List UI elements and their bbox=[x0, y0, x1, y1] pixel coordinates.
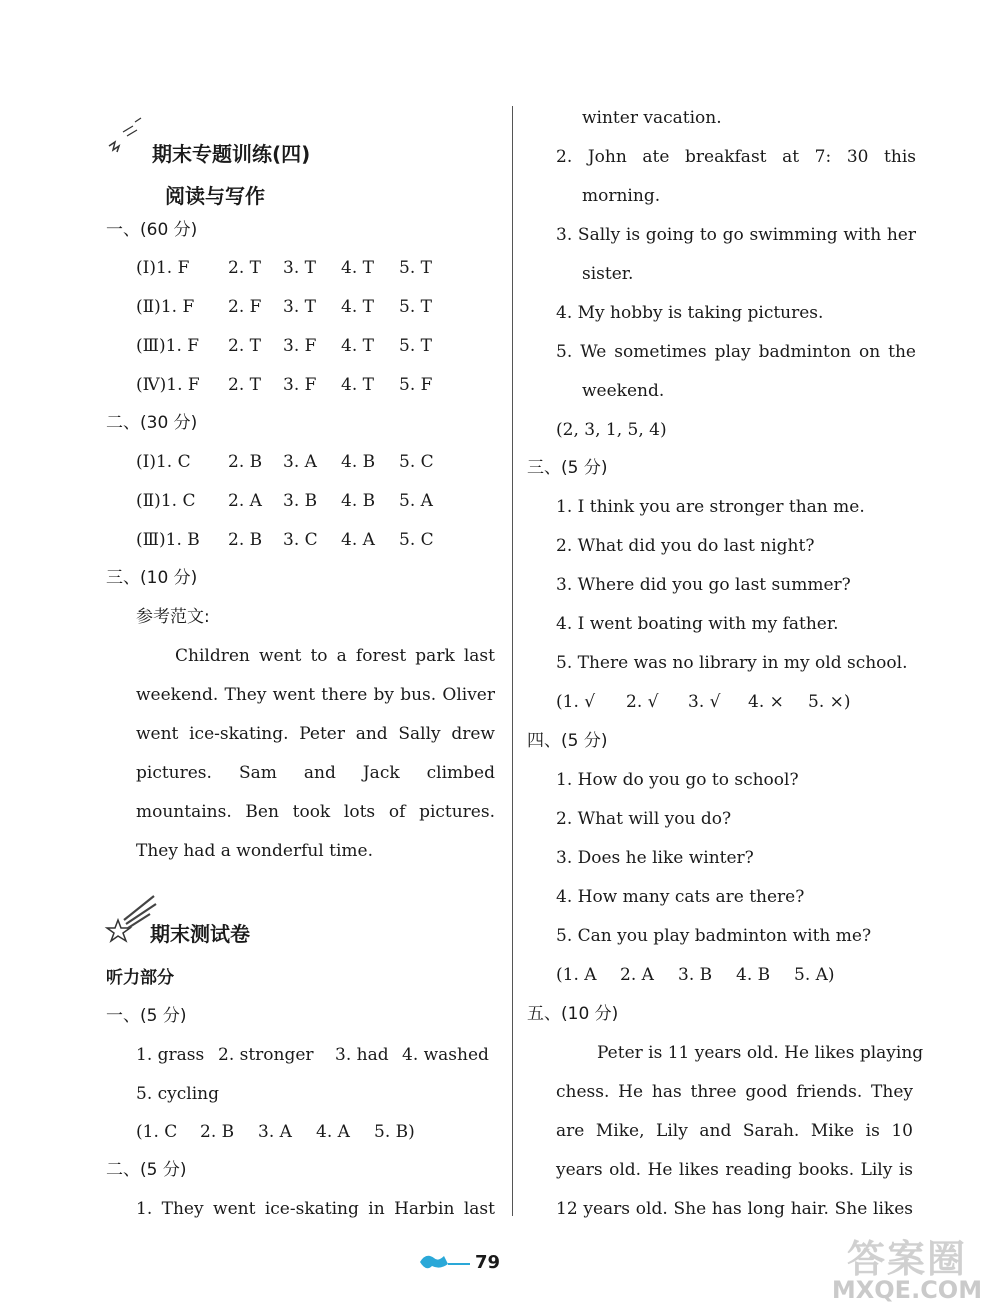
essay-line: Children went to a forest park last bbox=[175, 646, 495, 666]
watermark-text: 答案圈 bbox=[846, 1237, 967, 1281]
q1-header: 一、(5 分) bbox=[106, 1006, 187, 1026]
answer-row: (Ⅳ)1. F 2. T 3. F 4. T 5. F bbox=[136, 375, 433, 395]
q3-item: 5. There was no library in my old school. bbox=[556, 653, 908, 673]
q4-header: 四、(5 分) bbox=[527, 731, 608, 751]
exam-title: 期末测试卷 bbox=[150, 922, 250, 946]
answer-row: (Ⅲ)1. B 2. B 3. C 4. A 5. C bbox=[136, 530, 434, 550]
q3-item: 2. What did you do last night? bbox=[556, 536, 815, 556]
watermark-logo bbox=[818, 1228, 996, 1308]
q2-order: (2, 3, 1, 5, 4) bbox=[556, 420, 667, 440]
q2-header: 二、(5 分) bbox=[106, 1160, 187, 1180]
answer-row: (Ⅱ)1. F 2. F 3. T 4. T 5. T bbox=[136, 297, 432, 317]
answer-row: (Ⅲ)1. F 2. T 3. F 4. T 5. T bbox=[136, 336, 432, 356]
q5-line: 12 years old. She has long hair. She likes bbox=[556, 1199, 913, 1219]
part3-header: 三、(10 分) bbox=[106, 568, 198, 588]
q1-answers: 1. grass 2. stronger 3. had 4. washed bbox=[136, 1045, 489, 1065]
q3-item: 4. I went boating with my father. bbox=[556, 614, 839, 634]
section-subtitle: 阅读与写作 bbox=[165, 184, 265, 208]
page-number: 79 bbox=[475, 1252, 501, 1273]
column-divider bbox=[512, 106, 513, 1216]
q5-header: 五、(10 分) bbox=[527, 1004, 619, 1024]
essay-line: They had a wonderful time. bbox=[136, 841, 374, 861]
watermark-url: MXQE.COM bbox=[831, 1276, 983, 1304]
q2-item: 4. My hobby is taking pictures. bbox=[556, 303, 824, 323]
q5-line: are Mike, Lily and Sarah. Mike is 10 bbox=[556, 1121, 913, 1141]
q2-item: 3. Sally is going to go swimming with her bbox=[556, 225, 916, 245]
q4-item: 1. How do you go to school? bbox=[556, 770, 799, 790]
q4-item: 2. What will you do? bbox=[556, 809, 732, 829]
q2-item: morning. bbox=[582, 186, 661, 206]
q1-answer-line: 5. cycling bbox=[136, 1084, 219, 1104]
page-decoration-icon bbox=[418, 1250, 472, 1276]
q4-item: 3. Does he like winter? bbox=[556, 848, 754, 868]
essay-line: weekend. They went there by bus. Oliver bbox=[136, 685, 495, 705]
q5-line: chess. He has three good friends. They bbox=[556, 1082, 913, 1102]
essay-label: 参考范文: bbox=[136, 607, 210, 627]
q4-item: 4. How many cats are there? bbox=[556, 887, 805, 907]
part1-header: 一、(60 分) bbox=[106, 220, 198, 240]
listening-label: 听力部分 bbox=[106, 968, 174, 988]
q1-choices: (1. C 2. B 3. A 4. A 5. B) bbox=[136, 1122, 415, 1142]
q2-item: sister. bbox=[582, 264, 634, 284]
q2-item: weekend. bbox=[582, 381, 665, 401]
q4-item: 5. Can you play badminton with me? bbox=[556, 926, 872, 946]
answer-row: (Ⅱ)1. C 2. A 3. B 4. B 5. A bbox=[136, 491, 433, 511]
shooting-star-icon bbox=[105, 112, 153, 160]
q5-line: years old. He likes reading books. Lily is bbox=[556, 1160, 913, 1180]
q4-answers: (1. A 2. A 3. B 4. B 5. A) bbox=[556, 965, 835, 985]
answer-row: (Ⅰ)1. C 2. B 3. A 4. B 5. C bbox=[136, 452, 434, 472]
essay-line: pictures. Sam and Jack climbed bbox=[136, 763, 495, 783]
q2-continued: winter vacation. bbox=[582, 108, 722, 128]
q3-header: 三、(5 分) bbox=[527, 458, 608, 478]
q3-item: 1. I think you are stronger than me. bbox=[556, 497, 865, 517]
q3-answers: (1. √ 2. √ 3. √ 4. × 5. ×) bbox=[556, 692, 851, 712]
q2-item: 1. They went ice-skating in Harbin last bbox=[136, 1199, 495, 1219]
q5-line: Peter is 11 years old. He likes playing bbox=[597, 1043, 924, 1063]
part2-header: 二、(30 分) bbox=[106, 413, 198, 433]
section-title: 期末专题训练(四) bbox=[152, 142, 311, 166]
essay-line: mountains. Ben took lots of pictures. bbox=[136, 802, 495, 822]
essay-line: went ice-skating. Peter and Sally drew bbox=[136, 724, 495, 744]
answer-row: (Ⅰ)1. F 2. T 3. T 4. T 5. T bbox=[136, 258, 432, 278]
q3-item: 3. Where did you go last summer? bbox=[556, 575, 851, 595]
q2-item: 2. John ate breakfast at 7: 30 this bbox=[556, 147, 916, 167]
q2-item: 5. We sometimes play badminton on the bbox=[556, 342, 916, 362]
